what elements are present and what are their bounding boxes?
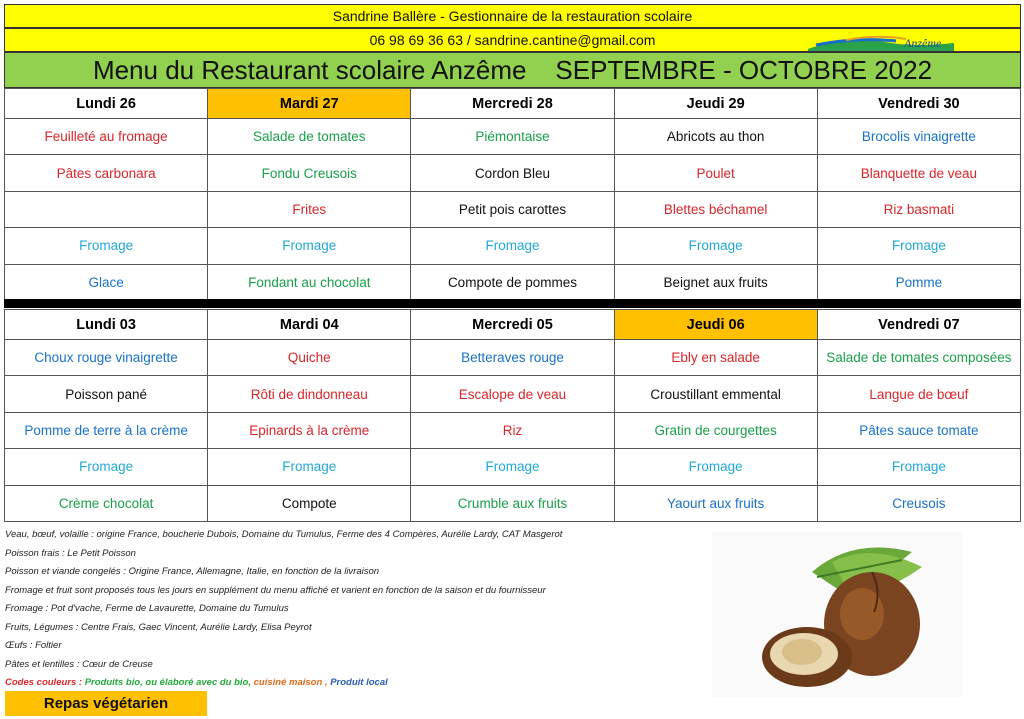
menu-cell: Cordon Bleu xyxy=(411,155,614,191)
week1-menu-table xyxy=(4,88,1021,301)
day-header: Vendredi 30 xyxy=(817,89,1020,119)
menu-cell: Compote de pommes xyxy=(411,264,614,300)
menu-cell: Langue de bœuf xyxy=(817,376,1020,412)
day-header: Jeudi 29 xyxy=(614,89,817,119)
starter-row xyxy=(5,119,1021,155)
note-line: Fromage : Pot d'vache, Ferme de Lavaurette, Domaine du Tumulus xyxy=(5,603,289,614)
menu-cell: Piémontaise xyxy=(411,119,614,155)
note-line: Fruits, Légumes : Centre Frais, Gaec Vincent, Aurélie Lardy, Elisa Peyrot xyxy=(5,621,312,633)
menu-cell: Crumble aux fruits xyxy=(411,485,614,521)
menu-cell: Ebly en salade xyxy=(614,340,817,376)
menu-cell: Crème chocolat xyxy=(5,485,208,521)
manager-name: Sandrine Ballère - Gestionnaire de la restauration scolaire xyxy=(332,8,693,24)
note-line: Poisson frais : Le Petit Poisson xyxy=(5,547,136,559)
menu-cell: Croustillant emmental xyxy=(614,376,817,412)
menu-cell: Blettes béchamel xyxy=(614,191,817,227)
menu-cell: Salade de tomates xyxy=(208,119,411,155)
day-header-row xyxy=(5,89,1021,119)
menu-cell: Pâtes carbonara xyxy=(5,155,208,191)
menu-cell: Compote xyxy=(208,485,411,521)
side-row xyxy=(5,191,1021,227)
dessert-row xyxy=(5,264,1021,300)
menu-cell: Salade de tomates composées xyxy=(817,340,1020,376)
contact-info: 06 98 69 36 63 / sandrine.cantine@gmail.com xyxy=(369,32,656,48)
legend-local: Produit local xyxy=(330,677,388,688)
day-header: Mardi 04 xyxy=(208,310,411,340)
day-header-highlighted: Mardi 27 xyxy=(208,89,411,119)
menu-cell: Quiche xyxy=(208,340,411,376)
menu-cell: Glace xyxy=(5,264,208,300)
menu-cell: Fromage xyxy=(411,449,614,485)
menu-cell: Beignet aux fruits xyxy=(614,264,817,300)
menu-cell: Epinards à la crème xyxy=(208,412,411,448)
menu-cell: Fromage xyxy=(614,449,817,485)
dessert-row xyxy=(5,485,1021,521)
logo-text: Anzême xyxy=(904,36,942,50)
legend-label: Codes couleurs : xyxy=(5,677,83,688)
menu-cell: Fondu Creusois xyxy=(208,155,411,191)
legend-bio: Produits bio, ou élaboré avec du bio, xyxy=(84,677,251,688)
menu-cell: Betteraves rouge xyxy=(411,340,614,376)
menu-cell: Abricots au thon xyxy=(614,119,817,155)
menu-cell: Blanquette de veau xyxy=(817,155,1020,191)
menu-cell: Riz basmati xyxy=(817,191,1020,227)
week-separator xyxy=(4,299,1021,308)
starter-row xyxy=(5,340,1021,376)
menu-cell: Feuilleté au fromage xyxy=(5,119,208,155)
menu-cell: Yaourt aux fruits xyxy=(614,485,817,521)
note-line: Veau, bœuf, volaille : origine France, boucherie Dubois, Domaine du Tumulus, Ferme des 4 Compères, Aurélie Lardy, CAT Masgerot xyxy=(5,529,563,540)
menu-cell xyxy=(5,191,208,227)
menu-cell: Petit pois carottes xyxy=(411,191,614,227)
side-row xyxy=(5,412,1021,448)
manager-banner xyxy=(4,4,1021,28)
note-line: Œufs : Foltier xyxy=(5,640,62,651)
hazelnut-illustration xyxy=(712,532,962,697)
menu-cell: Creusois xyxy=(817,485,1020,521)
main-row xyxy=(5,155,1021,191)
menu-cell: Brocolis vinaigrette xyxy=(817,119,1020,155)
menu-cell: Escalope de veau xyxy=(411,376,614,412)
menu-cell: Frites xyxy=(208,191,411,227)
menu-cell: Fromage xyxy=(817,228,1020,264)
day-header: Lundi 03 xyxy=(5,310,208,340)
menu-cell: Fromage xyxy=(614,228,817,264)
menu-cell: Pomme xyxy=(817,264,1020,300)
color-legend xyxy=(5,674,695,693)
note-line: Poisson et viande congelés : Origine France, Allemagne, Italie, en fonction de la livraison xyxy=(5,566,380,577)
menu-cell: Pâtes sauce tomate xyxy=(817,412,1020,448)
menu-cell: Choux rouge vinaigrette xyxy=(5,340,208,376)
sourcing-notes xyxy=(5,526,695,693)
vegetarian-meal-badge: Repas végétarien xyxy=(5,691,207,716)
contact-banner xyxy=(4,28,1021,52)
cheese-row xyxy=(5,449,1021,485)
menu-cell: Fromage xyxy=(5,228,208,264)
menu-cell: Fromage xyxy=(817,449,1020,485)
menu-cell: Gratin de courgettes xyxy=(614,412,817,448)
menu-cell: Rôti de dindonneau xyxy=(208,376,411,412)
menu-cell: Poulet xyxy=(614,155,817,191)
menu-cell: Fromage xyxy=(208,449,411,485)
menu-title: Menu du Restaurant scolaire Anzême SEPTEMBRE - OCTOBRE 2022 xyxy=(4,52,1021,88)
menu-cell: Fondant au chocolat xyxy=(208,264,411,300)
menu-cell: Fromage xyxy=(208,228,411,264)
menu-cell: Fromage xyxy=(5,449,208,485)
day-header-highlighted: Jeudi 06 xyxy=(614,310,817,340)
week2-menu-table xyxy=(4,309,1021,522)
menu-cell: Poisson pané xyxy=(5,376,208,412)
cheese-row xyxy=(5,228,1021,264)
day-header: Lundi 26 xyxy=(5,89,208,119)
legend-maison: cuisiné maison , xyxy=(253,677,328,688)
day-header: Mercredi 28 xyxy=(411,89,614,119)
menu-cell: Fromage xyxy=(411,228,614,264)
note-line: Fromage et fruit sont proposés tous les jours en supplément du menu affiché et varient en fonction de la saison et du fournisseur xyxy=(5,584,546,596)
main-row xyxy=(5,376,1021,412)
anzeme-logo xyxy=(806,31,956,53)
day-header: Mercredi 05 xyxy=(411,310,614,340)
menu-cell: Pomme de terre à la crème xyxy=(5,412,208,448)
day-header-row xyxy=(5,310,1021,340)
menu-cell: Riz xyxy=(411,412,614,448)
day-header: Vendredi 07 xyxy=(817,310,1020,340)
note-line: Pâtes et lentilles : Cœur de Creuse xyxy=(5,658,153,670)
